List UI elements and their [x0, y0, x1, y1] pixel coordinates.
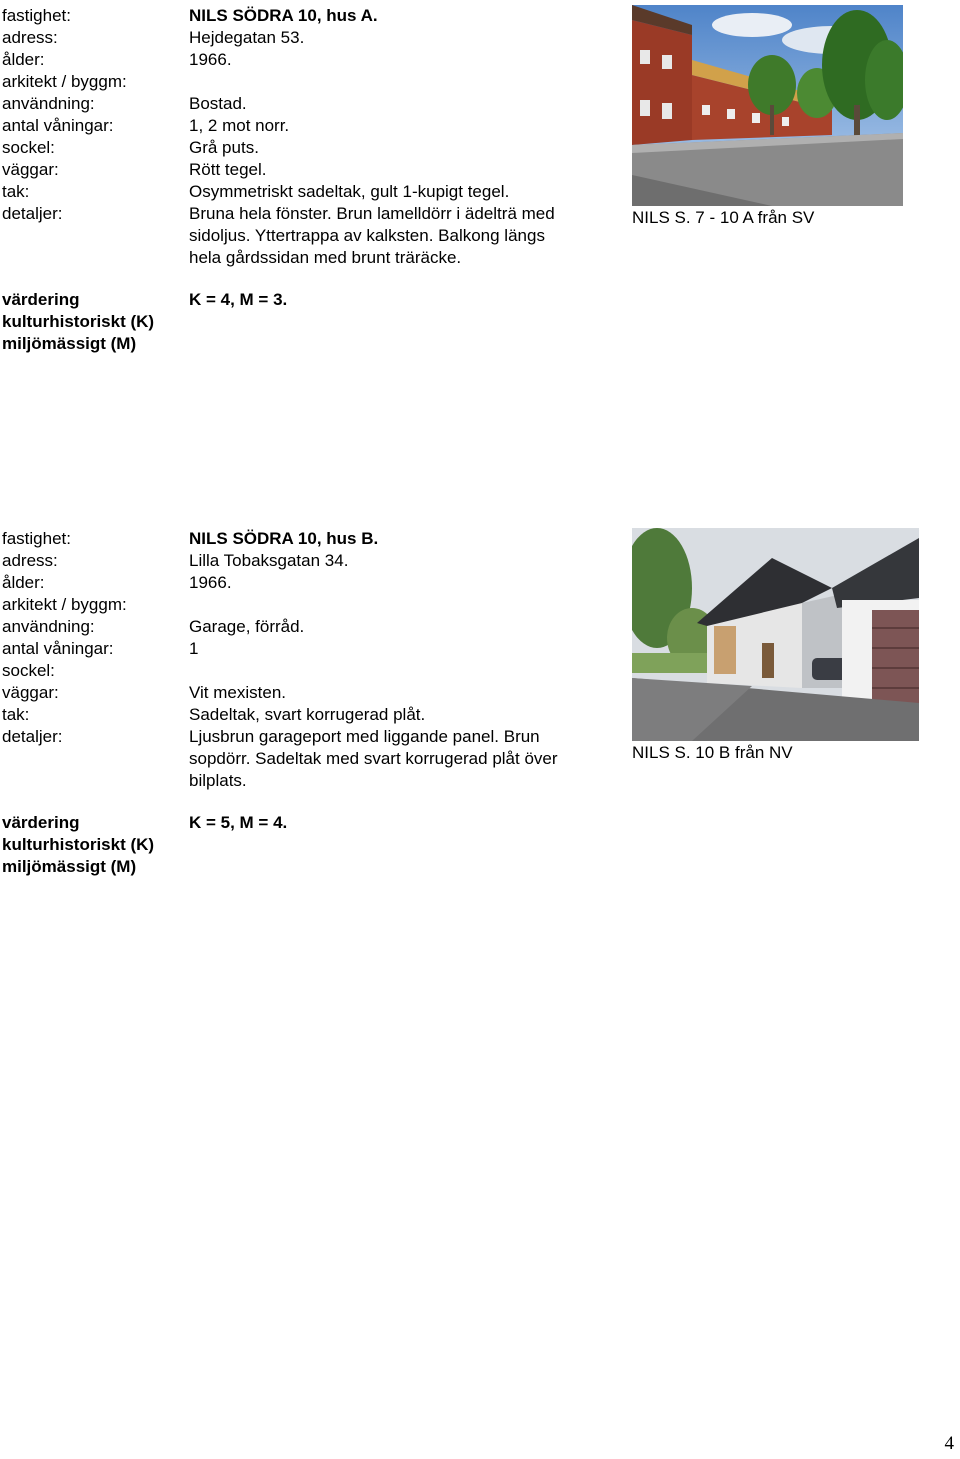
alder-value: 1966.	[189, 50, 232, 69]
alder-value: 1966.	[189, 573, 232, 592]
adress-value: Hejdegatan 53.	[189, 28, 305, 47]
vardering-value: K = 4, M = 3.	[189, 290, 288, 309]
tak-label: tak:	[2, 705, 30, 724]
vaggar-label: väggar:	[2, 683, 59, 702]
photo-caption-b: NILS S. 10 B från NV	[632, 743, 793, 762]
photo-row-houses-image	[632, 5, 903, 206]
vaggar-label: väggar:	[2, 160, 59, 179]
kulturhistoriskt-label: kulturhistoriskt (K)	[2, 835, 155, 854]
vaningar-label: antal våningar:	[2, 116, 114, 135]
sockel-label: sockel:	[2, 138, 55, 157]
detaljer-line-3: hela gårdssidan med brunt träräcke.	[189, 248, 462, 267]
vaggar-value: Rött tegel.	[189, 160, 267, 179]
fastighet-value: NILS SÖDRA 10, hus A.	[189, 6, 378, 25]
vardering-value: K = 5, M = 4.	[189, 813, 288, 832]
detaljer-line-3: bilplats.	[189, 771, 247, 790]
fastighet-value: NILS SÖDRA 10, hus B.	[189, 529, 379, 548]
fastighet-label: fastighet:	[2, 529, 71, 548]
tak-value: Osymmetriskt sadeltak, gult 1-kupigt tegel.	[189, 182, 510, 201]
detaljer-label: detaljer:	[2, 204, 63, 223]
alder-label: ålder:	[2, 573, 45, 592]
vaningar-value: 1	[189, 639, 199, 658]
vaningar-value: 1, 2 mot norr.	[189, 116, 290, 135]
vaningar-label: antal våningar:	[2, 639, 114, 658]
tak-value: Sadeltak, svart korrugerad plåt.	[189, 705, 426, 724]
miljomassigt-label: miljömässigt (M)	[2, 334, 137, 353]
photo-caption-a: NILS S. 7 - 10 A från SV	[632, 208, 815, 227]
detaljer-label: detaljer:	[2, 727, 63, 746]
anvandning-label: användning:	[2, 617, 95, 636]
photo-garage	[632, 528, 919, 741]
photo-garage-image	[632, 528, 919, 741]
property-entry-b	[0, 528, 620, 878]
photo-row-houses	[632, 5, 903, 206]
anvandning-label: användning:	[2, 94, 95, 113]
vaggar-value: Vit mexisten.	[189, 683, 287, 702]
adress-label: adress:	[2, 28, 58, 47]
fastighet-label: fastighet:	[2, 6, 71, 25]
vardering-label: värdering	[2, 290, 80, 309]
sockel-label: sockel:	[2, 661, 55, 680]
tak-label: tak:	[2, 182, 30, 201]
detaljer-line-1: Ljusbrun garageport med liggande panel. Brun	[189, 727, 540, 746]
arkitekt-label: arkitekt / byggm:	[2, 72, 127, 91]
anvandning-value: Garage, förråd.	[189, 617, 305, 636]
anvandning-value: Bostad.	[189, 94, 247, 113]
property-entry-a	[0, 5, 620, 355]
adress-value: Lilla Tobaksgatan 34.	[189, 551, 349, 570]
detaljer-line-2: sopdörr. Sadeltak med svart korrugerad plåt över	[189, 749, 558, 768]
sockel-value: Grå puts.	[189, 138, 259, 157]
detaljer-line-2: sidoljus. Yttertrappa av kalksten. Balkong längs	[189, 226, 545, 245]
detaljer-line-1: Bruna hela fönster. Brun lamelldörr i ädelträ med	[189, 204, 555, 223]
alder-label: ålder:	[2, 50, 45, 69]
miljomassigt-label: miljömässigt (M)	[2, 857, 137, 876]
arkitekt-label: arkitekt / byggm:	[2, 595, 127, 614]
page-number: 4	[944, 1433, 954, 1454]
kulturhistoriskt-label: kulturhistoriskt (K)	[2, 312, 155, 331]
adress-label: adress:	[2, 551, 58, 570]
vardering-label: värdering	[2, 813, 80, 832]
